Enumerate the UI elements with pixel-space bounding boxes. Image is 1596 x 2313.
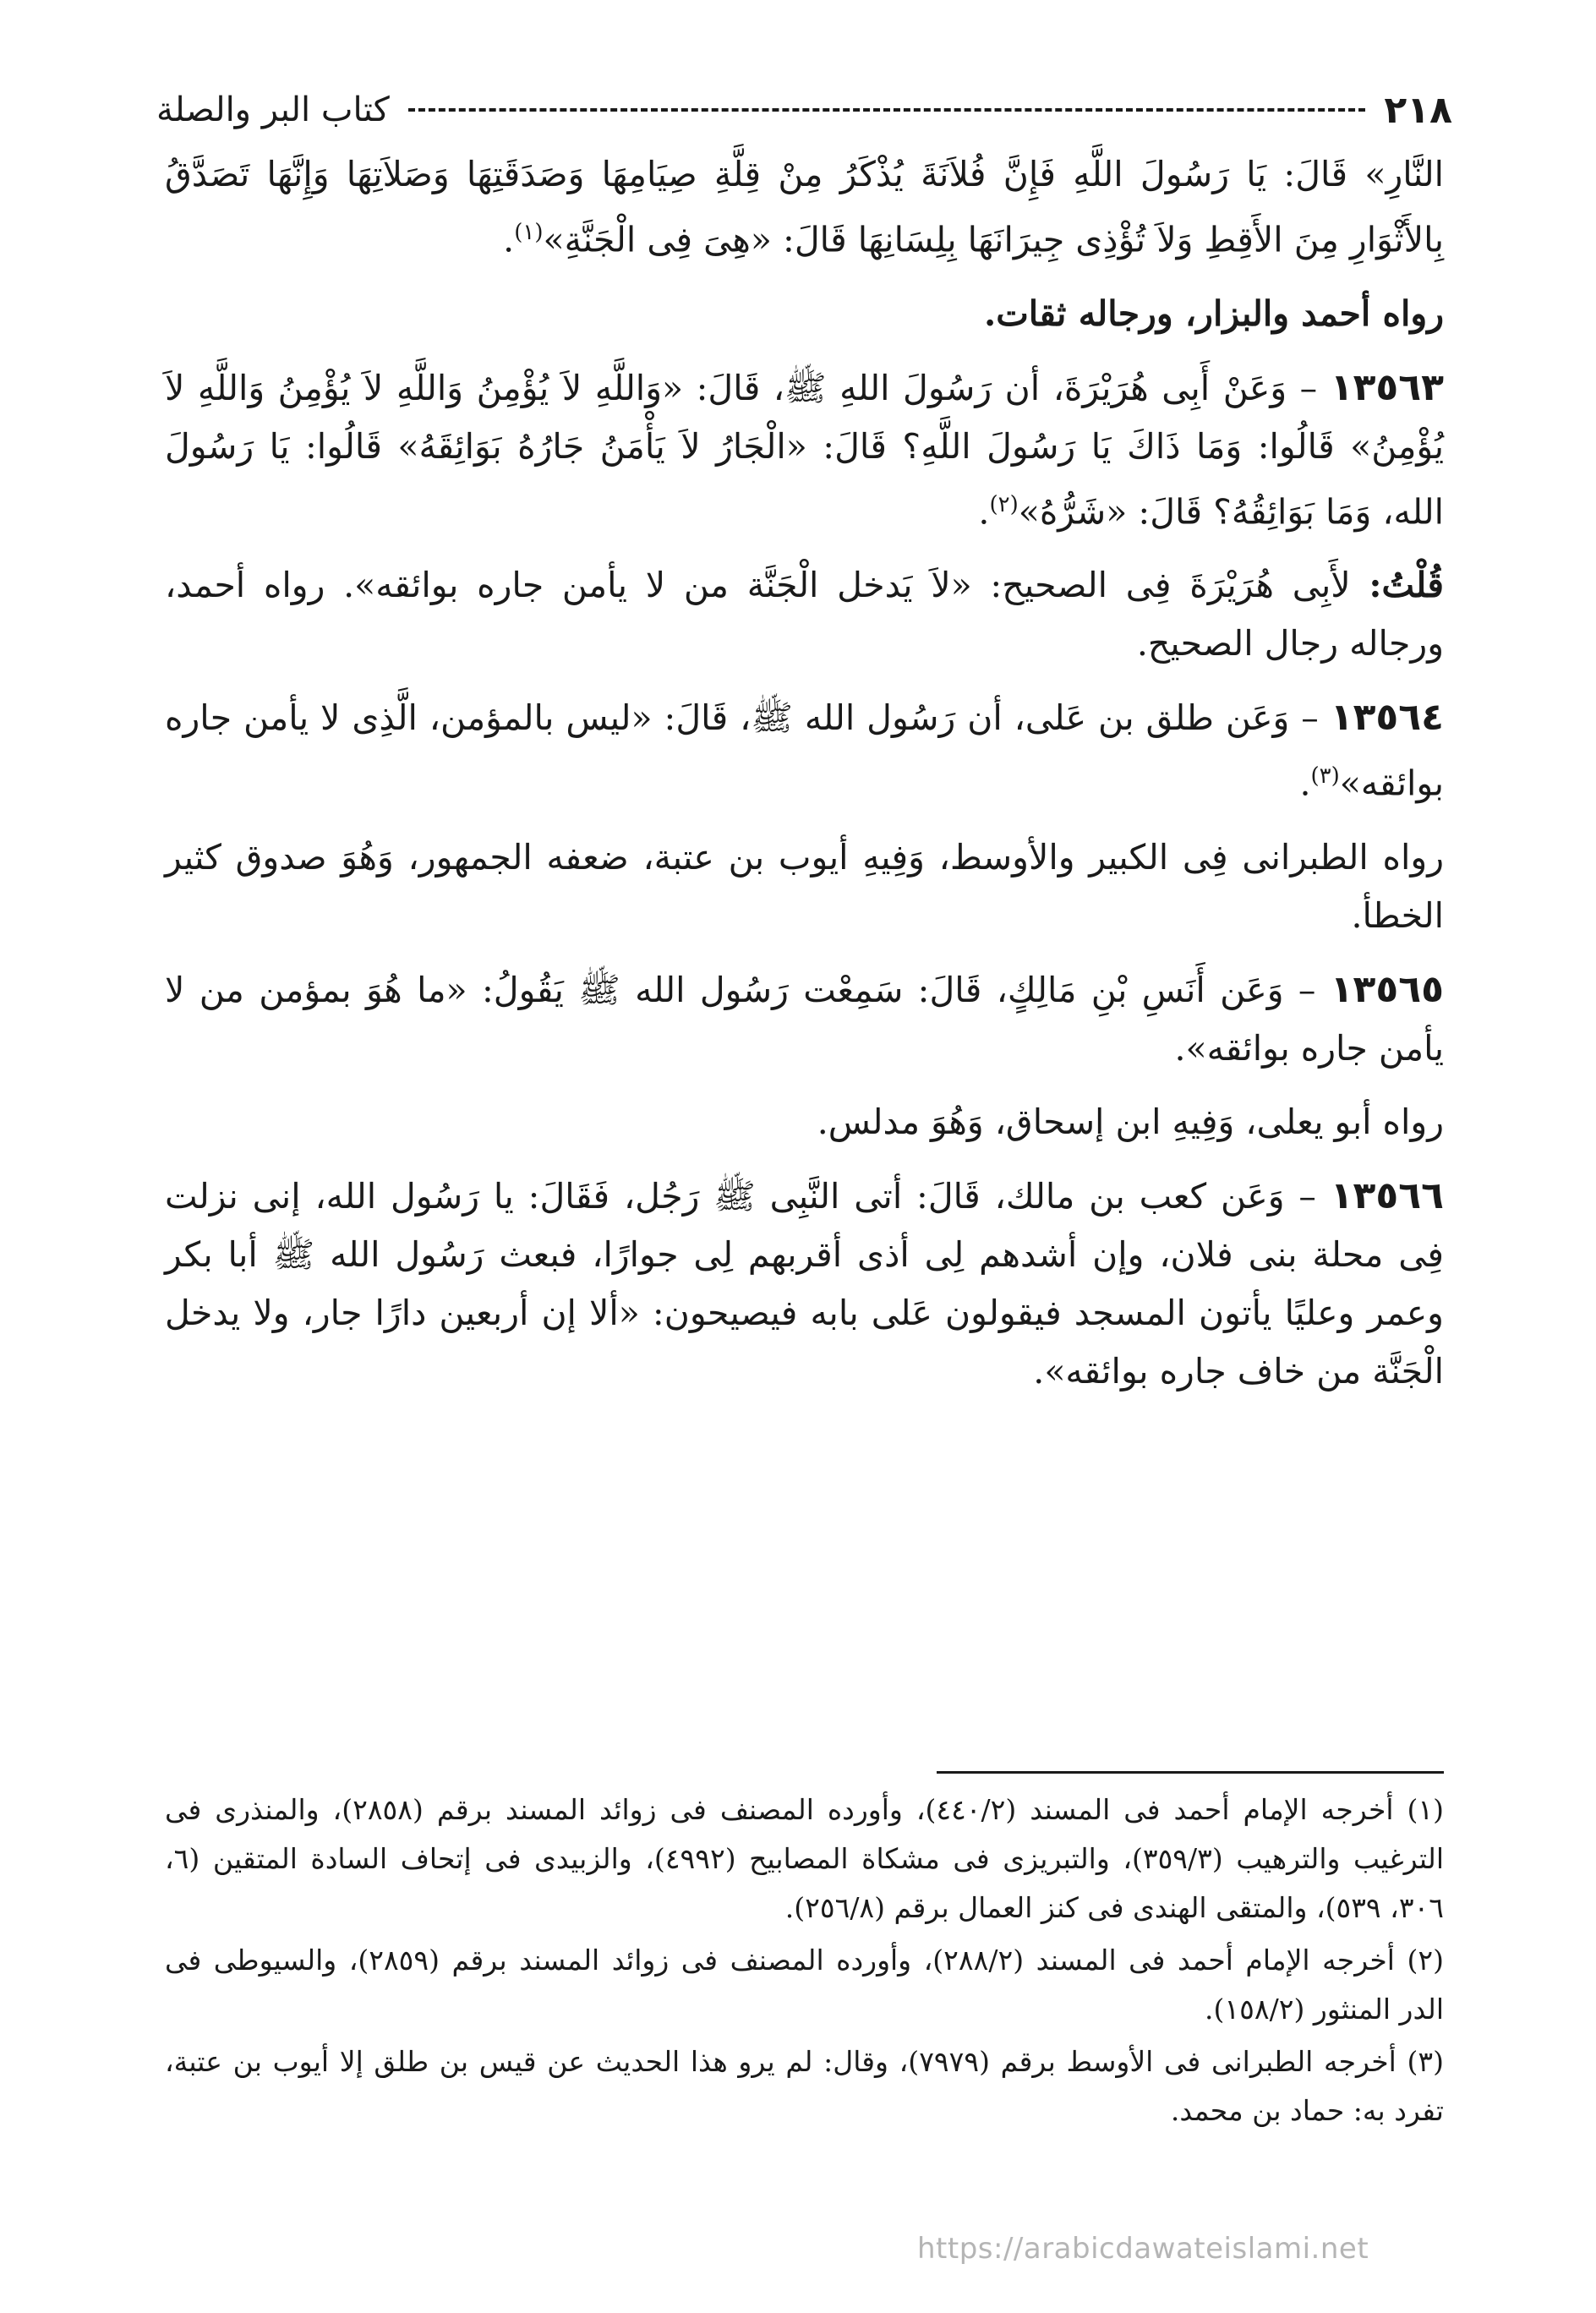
paragraph-end: .	[503, 219, 515, 260]
hadith-number: ١٣٥٦٥	[1330, 967, 1444, 1011]
paragraph	[165, 145, 1444, 270]
footnote: (٢) أخرجه الإمام أحمد فى المسند (٢٨٨/٢)، وأورده المصنف فى زوائد المسند برقم (٢٨٥٩)، والسيوطى فى الدر المنثور (١٥٨/٢).	[165, 1944, 1444, 2026]
footnote: (٣) أخرجه الطبرانى فى الأوسط برقم (٧٩٧٩)، وقال: لم يرو هذا الحديث عن قيس بن طلق إلا أيوب بن عتبة، تفرد به: حماد بن محمد.	[165, 2045, 1444, 2127]
hadith-number: ١٣٥٦٦	[1330, 1173, 1444, 1217]
page-header	[156, 85, 1452, 135]
footnote-marker: (٣)	[1310, 763, 1340, 790]
footnote-marker: (١)	[514, 220, 544, 245]
footnote-separator	[937, 1771, 1444, 1774]
hadith-paragraph	[165, 1167, 1444, 1401]
narration-note	[165, 828, 1444, 945]
header-dashed-rule	[408, 108, 1366, 112]
hadith-paragraph	[165, 960, 1444, 1078]
book-title: كتاب البر والصلة	[156, 90, 390, 129]
footnote-marker: (٢)	[989, 491, 1019, 517]
footnote: (١) أخرجه الإمام أحمد فى المسند (٤٤٠/٢)، وأورده المصنف فى زوائد المسند برقم (٢٨٥٨)، والمنذرى فى الترغيب والترهيب (٣٥٩/٣)، والتبريزى فى مشكاة المصابيح (٤٩٩٢)، والزبيدى فى إتحاف السادة المتقين (٦، ٣٠٦، ٥٣٩)، والمتقى الهندى فى كنز العمال برقم (٢٥٦/٨).	[165, 1793, 1445, 1924]
paragraph-end: .	[978, 491, 990, 533]
hadith-paragraph	[165, 358, 1444, 542]
paragraph-text: رواه الطبرانى فِى الكبير والأوسط، وَفِيهِ أيوب بن عتبة، ضعفه الجمهور، وَهُوَ صدوق كثير الخطأ.	[165, 836, 1444, 936]
hadith-number: ١٣٥٦٣	[1330, 365, 1444, 409]
footnotes	[165, 1785, 1444, 2139]
paragraph-text: لأَبِى هُرَيْرَةَ فِى الصحيح: «لاَ يَدخل الْجَنَّة من لا يأمن جاره بوائقه». رواه أحمد، ورجاله رجال الصحيح.	[165, 565, 1444, 664]
paragraph-text: رواه أحمد والبزار، ورجاله ثقات.	[983, 293, 1444, 334]
main-text	[165, 145, 1444, 1416]
paragraph-text: – وَعَنْ أَبِى هُرَيْرَةَ، أن رَسُولَ اللهِ ﷺ، قَالَ: «وَاللَّهِ لاَ يُؤْمِنُ وَاللَّهِ لاَ يُؤْمِنُ وَاللَّهِ لاَ يُؤْمِنُ» قَالُوا: وَمَا ذَاكَ يَا رَسُولَ اللَّهِ؟ قَالَ: «الْجَارُ لاَ يَأْمَنُ جَارُهُ بَوَائِقَهُ» قَالُوا: يَا رَسُولَ الله، وَمَا بَوَائِقُهُ؟ قَالَ: «شَرُّهُ»	[165, 367, 1444, 533]
paragraph-text: – وَعَن طلق بن عَلى، أن رَسُول الله ﷺ، قَالَ: «ليس بالمؤمن، الَّذِى لا يأمن جاره بوائقه»	[165, 697, 1444, 804]
paragraph-text: النَّارِ» قَالَ: يَا رَسُولَ اللَّهِ فَإِنَّ فُلاَنَةَ يُذْكَرُ مِنْ قِلَّةِ صِيَامِهَا وَصَدَقَتِهَا وَصَلاَتِهَا وَإِنَّهَا تَصَدَّقُ بِالأَثْوَارِ مِنَ الأَقِطِ وَلاَ تُؤْذِى جِيرَانَهَا بِلِسَانِهَا قَالَ: «هِىَ فِى الْجَنَّةِ»	[165, 154, 1444, 260]
narration-note	[165, 1093, 1444, 1151]
comment-lead: قُلْتُ:	[1369, 565, 1444, 606]
paragraph-text: – وَعَن أَنَسِ بْنِ مَالِكٍ، قَالَ: سَمِعْت رَسُول الله ﷺ يَقُولُ: «ما هُوَ بمؤمن من لا يأمن جاره بوائقه».	[165, 969, 1444, 1069]
hadith-paragraph	[165, 688, 1444, 813]
page-number: ٢١٨	[1384, 88, 1452, 132]
paragraph-text: – وَعَن كعب بن مالك، قَالَ: أتى النَّبِى ﷺ رَجُل، فَقَالَ: يا رَسُول الله، إنى نزلت فِى محلة بنى فلان، وإن أشدهم لِى أذى أقربهم لِى جوارًا، فبعث رَسُول الله ﷺ أبا بكر وعمر وعليًا يأتون المسجد فيقولون عَلى بابه فيصيحون: «ألا إن أربعين دارًا جار، ولا يدخل الْجَنَّة من خاف جاره بوائقه».	[165, 1175, 1444, 1392]
paragraph-text: رواه أبو يعلى، وَفِيهِ ابن إسحاق، وَهُوَ مدلس.	[817, 1101, 1444, 1142]
author-comment	[165, 556, 1444, 673]
narration-note	[165, 285, 1444, 343]
hadith-number: ١٣٥٦٤	[1330, 696, 1444, 740]
watermark-url: https://arabicdawateislami.net	[917, 2232, 1369, 2266]
paragraph-end: .	[1299, 763, 1311, 804]
